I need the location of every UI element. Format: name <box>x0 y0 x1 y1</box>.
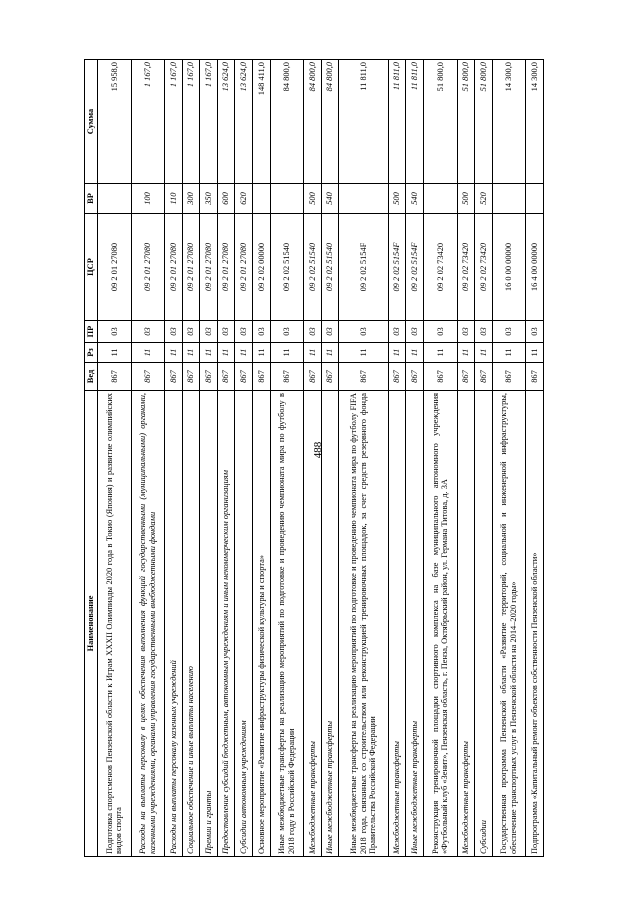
table-row <box>526 60 544 857</box>
cell-csr: 09 2 01 27080 <box>98 214 132 321</box>
cell-csr: 09 2 02 51540 <box>270 214 304 321</box>
table-row <box>235 60 253 857</box>
budget-table-wrapper <box>84 60 544 857</box>
header-rz: Рз <box>85 343 98 363</box>
cell-name: Межбюджетные трансферты <box>388 391 406 857</box>
cell-pr: 03 <box>235 321 253 343</box>
cell-ved: 867 <box>339 363 388 391</box>
cell-pr: 03 <box>217 321 235 343</box>
cell-rz: 11 <box>182 343 200 363</box>
cell-csr: 09 2 02 73420 <box>423 214 457 321</box>
cell-vr <box>98 184 132 214</box>
cell-sum: 84 800,0 <box>321 60 339 184</box>
cell-sum: 1 167,0 <box>165 60 183 184</box>
cell-ved: 867 <box>423 363 457 391</box>
cell-pr: 03 <box>182 321 200 343</box>
cell-name: Субсидии <box>475 391 493 857</box>
cell-csr: 09 2 01 27080 <box>182 214 200 321</box>
cell-name: Государственная программа Пензенской области «Развитие территорий, социальной и инженерной инфраструктуры, обеспечение транспортных услуг в Пензенской области на 2014–2020 годы» <box>492 391 526 857</box>
cell-vr: 300 <box>182 184 200 214</box>
header-pr: ПР <box>85 321 98 343</box>
cell-csr: 16 0 00 00000 <box>492 214 526 321</box>
cell-sum: 15 958,0 <box>98 60 132 184</box>
header-sum: Сумма <box>85 60 98 184</box>
table-row <box>457 60 475 857</box>
cell-csr: 09 2 02 51540 <box>321 214 339 321</box>
cell-rz: 11 <box>388 343 406 363</box>
cell-pr: 03 <box>131 321 165 343</box>
header-csr: ЦСР <box>85 214 98 321</box>
cell-rz: 11 <box>406 343 424 363</box>
page-number: 488 <box>312 441 324 459</box>
cell-vr <box>492 184 526 214</box>
cell-vr: 540 <box>321 184 339 214</box>
cell-ved: 867 <box>321 363 339 391</box>
cell-pr: 03 <box>526 321 544 343</box>
cell-sum: 13 624,0 <box>217 60 235 184</box>
cell-sum: 84 800,0 <box>270 60 304 184</box>
cell-rz: 11 <box>304 343 322 363</box>
table-row <box>217 60 235 857</box>
cell-rz: 11 <box>526 343 544 363</box>
cell-vr: 500 <box>457 184 475 214</box>
cell-ved: 867 <box>526 363 544 391</box>
cell-csr: 16 4 00 00000 <box>526 214 544 321</box>
cell-ved: 867 <box>165 363 183 391</box>
cell-sum: 1 167,0 <box>131 60 165 184</box>
cell-vr: 350 <box>200 184 218 214</box>
table-header-row <box>85 60 98 857</box>
cell-vr: 540 <box>406 184 424 214</box>
cell-ved: 867 <box>217 363 235 391</box>
cell-name: Реконструкция тренировочной площадки спортивного комплекса на базе муниципального автономного учреждения «Футбольный клуб «Зенит», Пензенская область, г. Пенза, Октябрьский район, ул. Германа Титова, д. 3А <box>423 391 457 857</box>
cell-rz: 11 <box>235 343 253 363</box>
cell-ved: 867 <box>131 363 165 391</box>
cell-ved: 867 <box>182 363 200 391</box>
table-row <box>165 60 183 857</box>
cell-sum: 51 800,0 <box>475 60 493 184</box>
cell-name: Межбюджетные трансферты <box>457 391 475 857</box>
cell-rz: 11 <box>200 343 218 363</box>
cell-sum: 84 800,0 <box>304 60 322 184</box>
table-row <box>270 60 304 857</box>
cell-sum: 1 167,0 <box>182 60 200 184</box>
cell-rz: 11 <box>457 343 475 363</box>
cell-vr <box>270 184 304 214</box>
cell-ved: 867 <box>304 363 322 391</box>
budget-table <box>84 59 544 857</box>
cell-rz: 11 <box>131 343 165 363</box>
cell-pr: 03 <box>423 321 457 343</box>
cell-sum: 14 300,0 <box>526 60 544 184</box>
table-row <box>253 60 271 857</box>
cell-sum: 11 811,0 <box>339 60 388 184</box>
cell-pr: 03 <box>200 321 218 343</box>
cell-rz: 11 <box>217 343 235 363</box>
cell-name: Премии и гранты <box>200 391 218 857</box>
cell-rz: 11 <box>492 343 526 363</box>
cell-vr: 100 <box>131 184 165 214</box>
cell-name: Предоставление субсидий бюджетным, автономным учреждениям и иным некоммерческим организациям <box>217 391 235 857</box>
cell-ved: 867 <box>235 363 253 391</box>
cell-vr: 110 <box>165 184 183 214</box>
cell-sum: 1 167,0 <box>200 60 218 184</box>
cell-pr: 03 <box>388 321 406 343</box>
cell-rz: 11 <box>475 343 493 363</box>
table-row <box>339 60 388 857</box>
cell-name: Иные межбюджетные трансферты <box>406 391 424 857</box>
header-name: Наименование <box>85 391 98 857</box>
cell-pr: 03 <box>406 321 424 343</box>
cell-csr: 09 2 01 27080 <box>165 214 183 321</box>
cell-name: Расходы на выплаты персоналу в целях обеспечения выполнения функций государственными (муниципальными) органами, казенными учреждениями, органами управления государственными внебюджетными фондами <box>131 391 165 857</box>
header-vr: ВР <box>85 184 98 214</box>
cell-ved: 867 <box>492 363 526 391</box>
cell-name: Иные межбюджетные трансферты на реализацию мероприятий по подготовке и проведению чемпионата мира по футболу FIFA 2018 года, связанных со строительством или реконструкцией тренировочных площадок, за счет средств резервного фонда Правительства Российской Федерации <box>339 391 388 857</box>
cell-rz: 11 <box>165 343 183 363</box>
cell-vr <box>253 184 271 214</box>
cell-name: Межбюджетные трансферты <box>304 391 322 857</box>
cell-name: Подпрограмма «Капитальный ремонт объектов собственности Пензенской области» <box>526 391 544 857</box>
table-row <box>423 60 457 857</box>
table-row <box>131 60 165 857</box>
cell-pr: 03 <box>475 321 493 343</box>
cell-vr <box>339 184 388 214</box>
cell-vr <box>423 184 457 214</box>
cell-ved: 867 <box>270 363 304 391</box>
table-row <box>182 60 200 857</box>
table-row <box>321 60 339 857</box>
cell-ved: 867 <box>406 363 424 391</box>
cell-csr: 09 2 02 00000 <box>253 214 271 321</box>
cell-sum: 148 411,0 <box>253 60 271 184</box>
cell-vr: 500 <box>304 184 322 214</box>
cell-pr: 03 <box>98 321 132 343</box>
cell-rz: 11 <box>423 343 457 363</box>
cell-vr: 520 <box>475 184 493 214</box>
cell-name: Подготовка спортсменов Пензенской области к Играм XXXII Олимпиады 2020 года в Токио (Япония) и развитие олимпийских видов спорта <box>98 391 132 857</box>
table-body <box>98 60 544 857</box>
cell-vr: 500 <box>388 184 406 214</box>
table-row <box>200 60 218 857</box>
cell-rz: 11 <box>339 343 388 363</box>
cell-pr: 03 <box>165 321 183 343</box>
cell-csr: 09 2 01 27080 <box>235 214 253 321</box>
cell-name: Социальное обеспечение и иные выплаты населению <box>182 391 200 857</box>
cell-rz: 11 <box>98 343 132 363</box>
cell-pr: 03 <box>304 321 322 343</box>
cell-ved: 867 <box>457 363 475 391</box>
cell-csr: 09 2 01 27080 <box>217 214 235 321</box>
cell-csr: 09 2 02 5154F <box>339 214 388 321</box>
cell-name: Иные межбюджетные трансферты на реализацию мероприятий по подготовке и проведению чемпионата мира по футболу в 2018 году в Российской Федерации <box>270 391 304 857</box>
cell-rz: 11 <box>270 343 304 363</box>
cell-ved: 867 <box>200 363 218 391</box>
cell-csr: 09 2 02 51540 <box>304 214 322 321</box>
cell-rz: 11 <box>321 343 339 363</box>
cell-ved: 867 <box>253 363 271 391</box>
cell-sum: 51 800,0 <box>423 60 457 184</box>
cell-pr: 03 <box>339 321 388 343</box>
cell-name: Иные межбюджетные трансферты <box>321 391 339 857</box>
table-row <box>492 60 526 857</box>
cell-csr: 09 2 01 27080 <box>200 214 218 321</box>
cell-csr: 09 2 01 27080 <box>131 214 165 321</box>
cell-sum: 14 300,0 <box>492 60 526 184</box>
cell-rz: 11 <box>253 343 271 363</box>
header-ved: Вед <box>85 363 98 391</box>
cell-vr: 620 <box>235 184 253 214</box>
cell-name: Основное мероприятие «Развитие инфраструктуры физической культуры и спорта» <box>253 391 271 857</box>
table-row <box>388 60 406 857</box>
cell-sum: 13 624,0 <box>235 60 253 184</box>
cell-pr: 03 <box>321 321 339 343</box>
cell-pr: 03 <box>457 321 475 343</box>
cell-csr: 09 2 02 5154F <box>388 214 406 321</box>
table-row <box>304 60 322 857</box>
cell-pr: 03 <box>270 321 304 343</box>
cell-vr <box>526 184 544 214</box>
table-row <box>406 60 424 857</box>
cell-sum: 11 811,0 <box>406 60 424 184</box>
cell-sum: 51 800,0 <box>457 60 475 184</box>
cell-csr: 09 2 02 73420 <box>475 214 493 321</box>
table-row <box>98 60 132 857</box>
cell-ved: 867 <box>475 363 493 391</box>
cell-pr: 03 <box>253 321 271 343</box>
table-row <box>475 60 493 857</box>
cell-name: Субсидии автономным учреждениям <box>235 391 253 857</box>
cell-csr: 09 2 02 5154F <box>406 214 424 321</box>
cell-csr: 09 2 02 73420 <box>457 214 475 321</box>
cell-pr: 03 <box>492 321 526 343</box>
cell-name: Расходы на выплаты персоналу казенных учреждений <box>165 391 183 857</box>
cell-sum: 11 811,0 <box>388 60 406 184</box>
cell-vr: 600 <box>217 184 235 214</box>
cell-ved: 867 <box>98 363 132 391</box>
cell-ved: 867 <box>388 363 406 391</box>
